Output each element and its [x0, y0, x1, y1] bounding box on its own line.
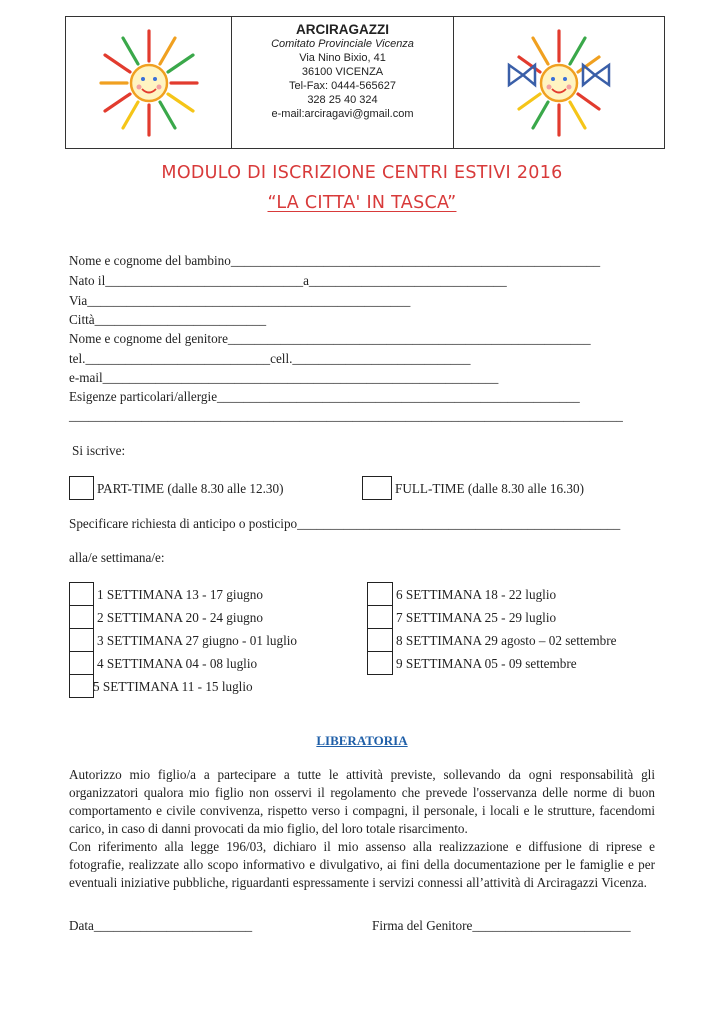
form-title: MODULO DI ISCRIZIONE CENTRI ESTIVI 2016 [161, 163, 563, 183]
part-time-checkbox[interactable] [69, 476, 94, 500]
field-citta[interactable]: Città__________________________ [69, 312, 267, 327]
org-name: ARCIRAGAZZI [296, 22, 389, 37]
settimana-3-checkbox[interactable] [69, 628, 94, 652]
header-logo-left [66, 17, 232, 148]
liberatoria-title-text: LIBERATORIA [316, 733, 408, 748]
settimana-8-label: 8 SETTIMANA 29 agosto – 02 settembre [396, 633, 617, 648]
settimana-2-label: 2 SETTIMANA 20 - 24 giugno [97, 610, 263, 625]
sun-with-bows-logo-icon [503, 27, 615, 139]
field-nome-bambino[interactable]: Nome e cognome del bambino________________________________________________________ [69, 253, 601, 268]
settimana-2-checkbox[interactable] [69, 605, 94, 629]
field-blank-line[interactable]: ____________________________________________________________________________________ [69, 408, 623, 423]
settimana-9-label: 9 SETTIMANA 05 - 09 settembre [396, 656, 577, 671]
header-logo-right [454, 17, 664, 148]
settimana-5-label: 5 SETTIMANA 11 - 15 luglio [93, 679, 253, 694]
full-time-checkbox[interactable] [362, 476, 392, 500]
liberatoria-paragraph-2: Con riferimento alla legge 196/03, dichiaro il mio assenso alla realizzazione e diffusione di riprese e fotografie, realizzate allo scopo informativo e divulgativo, ai fini della documentazione per le famiglie e per eventuali iniziative pubbliche, riguardanti espressamente i servizi connessi all’attività di Arciragazzi Vicenza. [69, 839, 655, 890]
settimana-1-checkbox[interactable] [69, 582, 94, 606]
settimana-1-label: 1 SETTIMANA 13 - 17 giugno [97, 587, 263, 602]
settimana-6-checkbox[interactable] [367, 582, 393, 606]
field-anticipo[interactable]: Specificare richiesta di anticipo o posticipo_________________________________________________ [69, 516, 621, 531]
org-telfax: Tel-Fax: 0444-565627 [288, 80, 396, 92]
settimane-label: alla/e settimana/e: [69, 550, 165, 565]
header-contact-block [232, 17, 454, 148]
liberatoria-text [69, 766, 655, 892]
settimana-6-label: 6 SETTIMANA 18 - 22 luglio [396, 587, 557, 602]
settimana-7-label: 7 SETTIMANA 25 - 29 luglio [396, 610, 557, 625]
part-time-label: PART-TIME (dalle 8.30 alle 12.30) [97, 481, 284, 496]
form-subtitle [0, 193, 724, 213]
settimana-9-checkbox[interactable] [367, 651, 393, 675]
field-firma-genitore[interactable]: Firma del Genitore________________________ [372, 918, 631, 933]
field-data[interactable]: Data________________________ [69, 918, 253, 933]
field-nato[interactable]: Nato il______________________________a______________________________ [69, 273, 507, 288]
liberatoria-title [0, 733, 724, 749]
settimana-3-label: 3 SETTIMANA 27 giugno - 01 luglio [97, 633, 298, 648]
settimana-8-checkbox[interactable] [367, 628, 393, 652]
settimana-4-checkbox[interactable] [69, 651, 94, 675]
org-phone: 328 25 40 324 [307, 94, 378, 106]
liberatoria-paragraph-1: Autorizzo mio figlio/a a partecipare a tutte le attività previste, sollevando da ogni responsabilità gli organizzatori qualora mio figlio non osservi il regolamento che prevede l'osservanza delle norme di buon comportamento e civile convivenza, rispetto verso i compagni, il personale, i locali e le strutture, facendomi carico, in caso di danni provocati da mio figlio, del loro totale risarcimento. [69, 767, 655, 836]
header-box [65, 16, 665, 149]
form-subtitle-text: “LA CITTA' IN TASCA” [267, 193, 457, 213]
org-address: Via Nino Bixio, 41 [299, 52, 386, 64]
field-via[interactable]: Via_________________________________________________ [69, 293, 411, 308]
field-nome-genitore[interactable]: Nome e cognome del genitore_______________________________________________________ [69, 331, 591, 346]
settimana-4-label: 4 SETTIMANA 04 - 08 luglio [97, 656, 258, 671]
org-email: e-mail:arciragavi@gmail.com [271, 108, 414, 120]
sun-logo-icon [99, 27, 199, 139]
full-time-label: FULL-TIME (dalle 8.30 alle 16.30) [395, 481, 584, 496]
org-city: 36100 VICENZA [301, 66, 384, 78]
settimana-7-checkbox[interactable] [367, 605, 393, 629]
field-esigenze[interactable]: Esigenze particolari/allergie_______________________________________________________ [69, 389, 580, 404]
field-email[interactable]: e-mail____________________________________________________________ [69, 370, 499, 385]
settimana-5-checkbox[interactable] [69, 674, 94, 698]
iscrive-label: Si iscrive: [72, 443, 126, 458]
field-tel[interactable]: tel.____________________________cell.___________________________ [69, 351, 471, 366]
org-subtitle: Comitato Provinciale Vicenza [271, 38, 414, 50]
